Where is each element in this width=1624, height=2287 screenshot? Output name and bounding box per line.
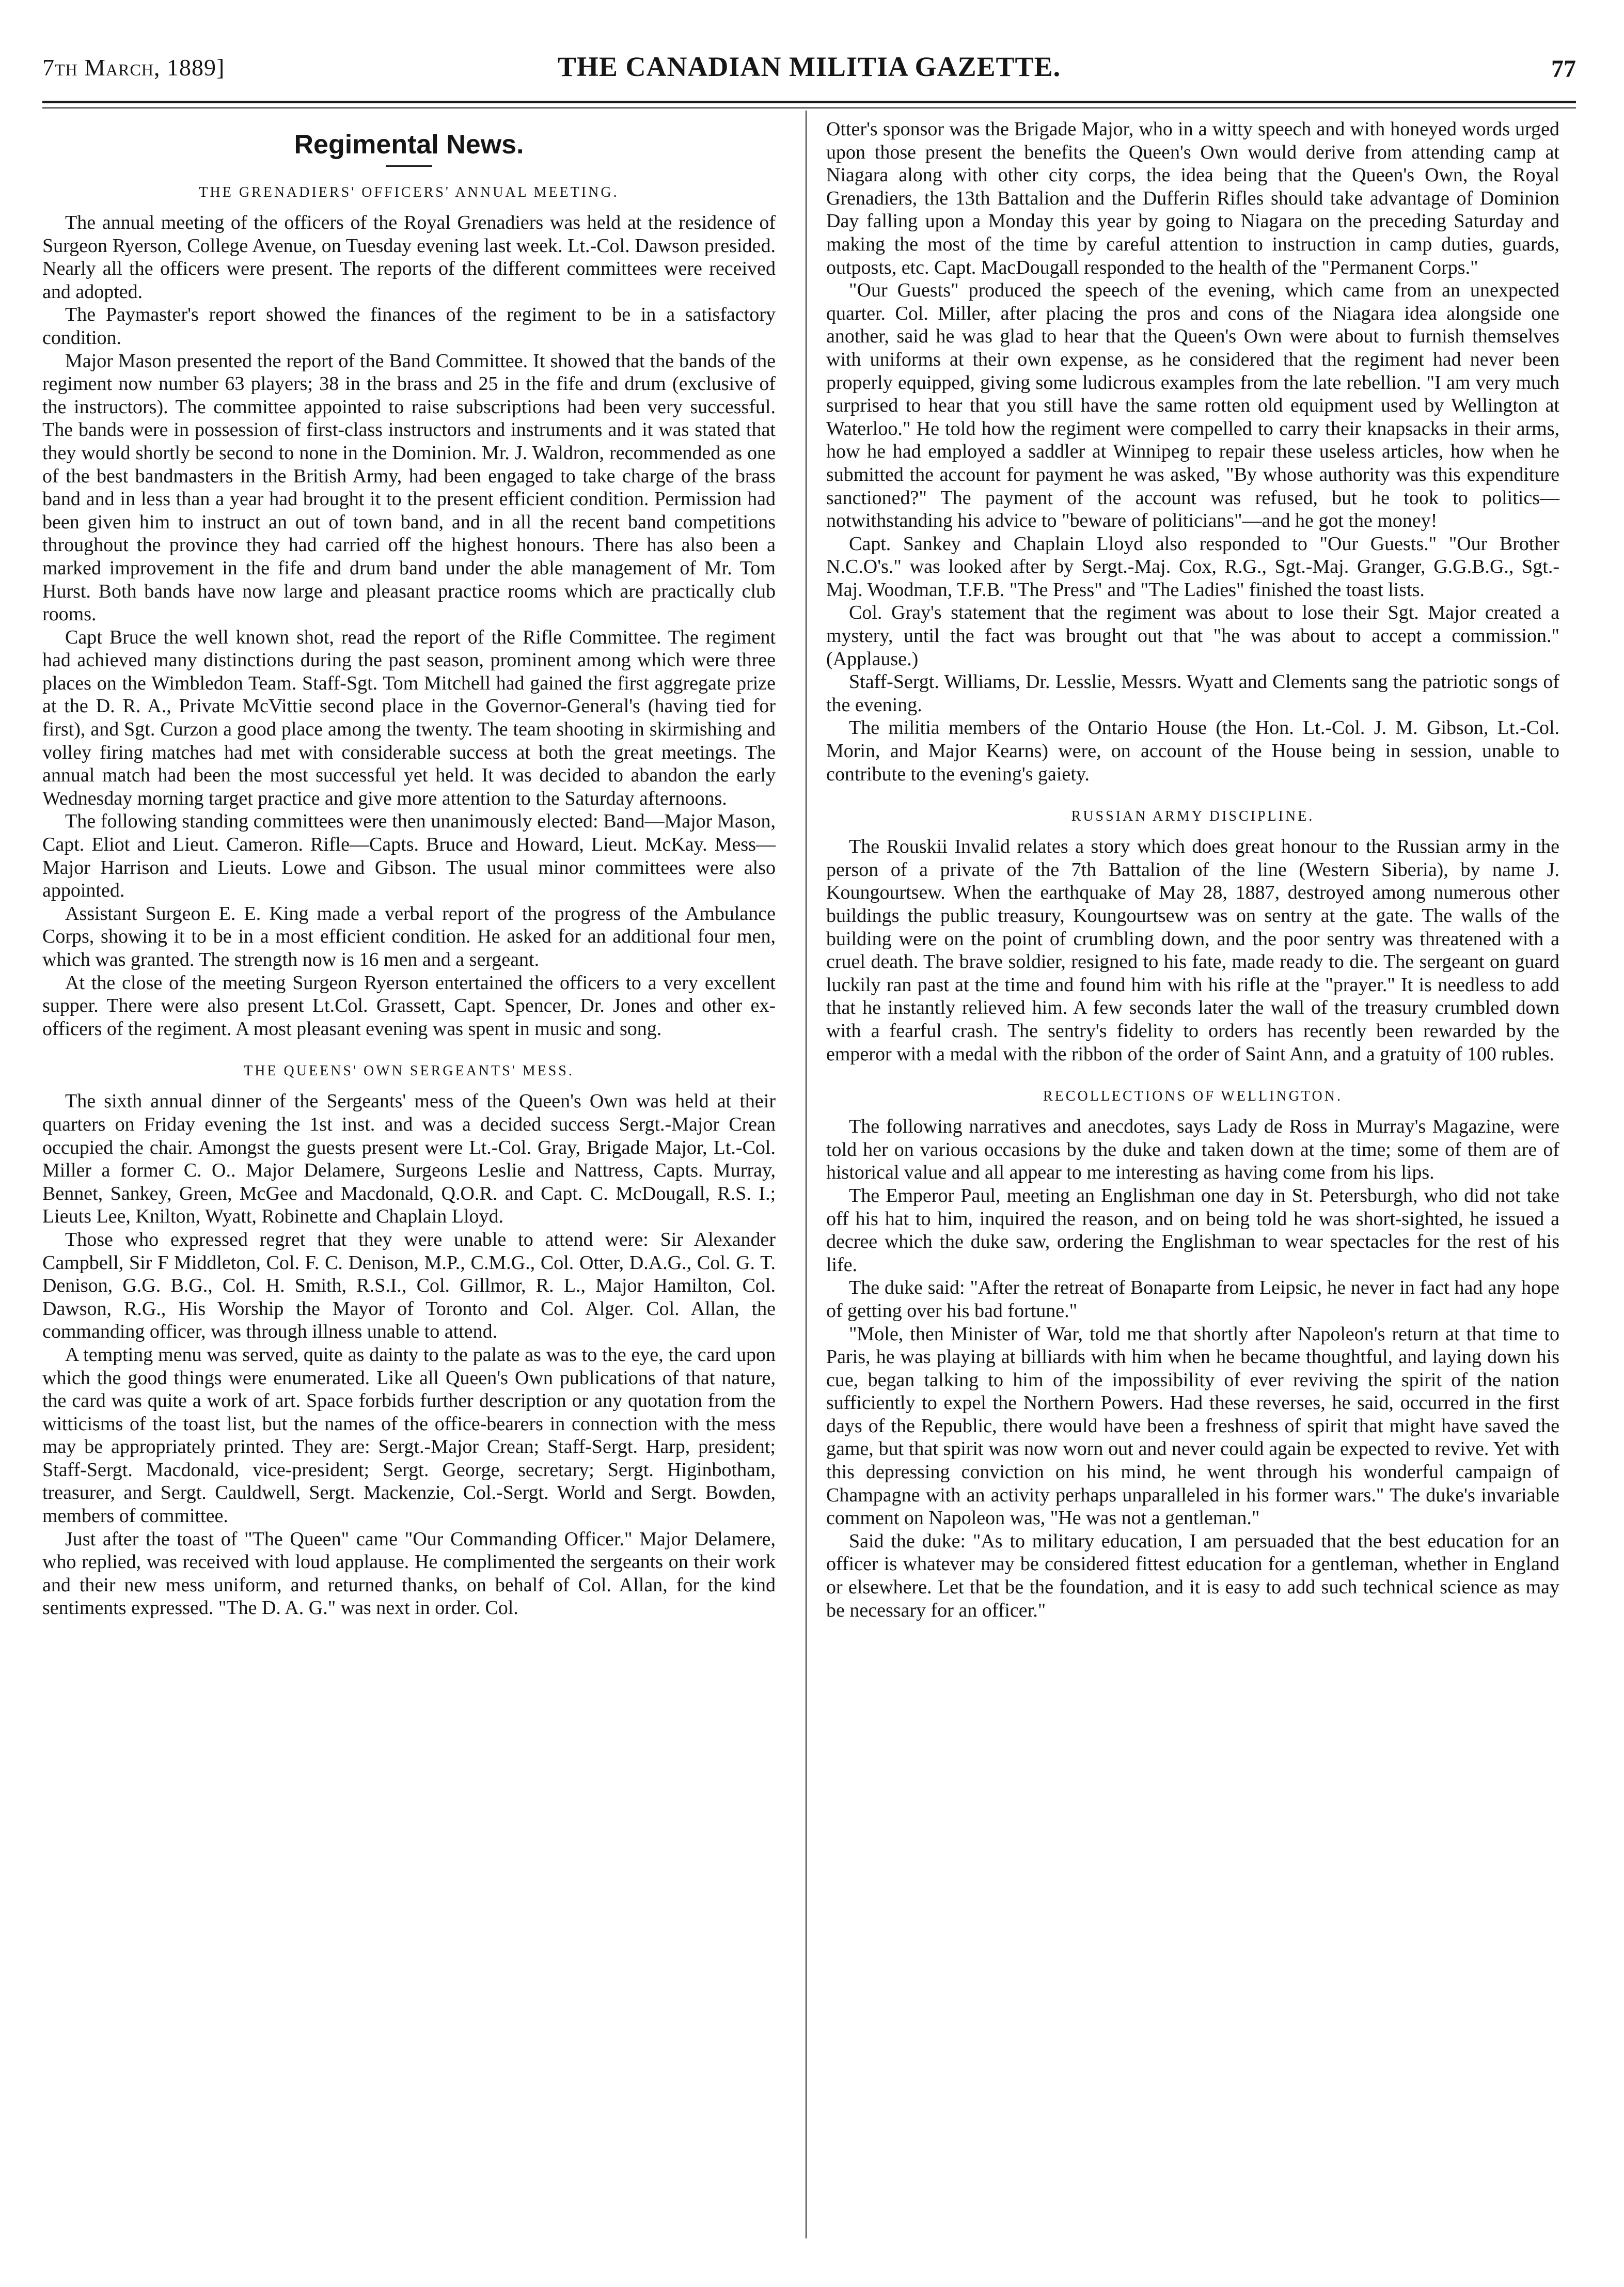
header-rule-thin <box>42 107 1576 108</box>
article-paragraph: The Rouskii Invalid relates a story which does great honour to the Russian army in the person of a private of the 7th Battalion of the line (Western Siberia), by name J. Koungourtsew. When the earthquake of May 28, 1887, destroyed among numerous other buildings the public treasury, Koungourtsew was on sentry at the gate. The walls of the building were on the point of crumbling down, and the poor sentry was threatened with a cruel death. The brave soldier, resigned to his fate, made ready to die. The sergeant on guard luckily ran past at the time and found him with his rifle at the "prayer." It is needless to add that he instantly relieved him. A few seconds later the wall of the treasury crumbled down with a fearful crash. The sentry's fidelity to orders has recently been rewarded by the emperor with a medal with the ribbon of the order of Saint Ann, and a gratuity of 100 rubles. <box>826 836 1559 1065</box>
article-paragraph: The militia members of the Ontario House (the Hon. Lt.-Col. J. M. Gibson, Lt.-Col. Morin, and Major Kearns) were, on account of the House being in session, unable to contribute to the evening's gaiety. <box>826 717 1559 785</box>
article-paragraph: Those who expressed regret that they were unable to attend were: Sir Alexander Campbell, Sir F Middleton, Col. F. C. Denison, M.P., C.M.G., Col. Otter, D.A.G., Col. G. T. Denison, G.G. B.G., Col. H. Smith, R.S.I., Col. Gillmor, R. L., Major Hamilton, Col. Dawson, R.G., His Worship the Mayor of Toronto and Col. Alger. Col. Allan, the commanding officer, was through illness unable to attend. <box>42 1228 776 1343</box>
header-rule <box>42 101 1576 103</box>
article-paragraph: The following narratives and anecdotes, says Lady de Ross in Murray's Magazine, were told her on various occasions by the duke and taken down at the time; some of them are of historical value and all appear to me interesting as having come from his lips. <box>826 1116 1559 1184</box>
article-heading: THE QUEENS' OWN SERGEANTS' MESS. <box>244 1063 574 1079</box>
article-paragraph: Otter's sponsor was the Brigade Major, who in a witty speech and with honeyed words urged upon those present the benefits the Queen's Own would derive from attending camp at Niagara along with other city corps, the idea being that the Queen's Own, the Royal Grenadiers, the 13th Battalion and the Dufferin Rifles should take advantage of Dominion Day falling upon a Monday this year by going to Niagara on the preceding Saturday and making the most of the time by careful attention to instruction in camp duties, guards, outposts, etc. Capt. MacDougall responded to the health of the "Permanent Corps." <box>826 118 1559 278</box>
section-rule <box>386 165 432 167</box>
article-paragraph: Said the duke: "As to military education, I am persuaded that the best education for an officer is whatever may be considered fittest education for a gentleman, whether in England or elsewhere. Let that be the foundation, and it is easy to add such technical science as may be necessary for an officer." <box>826 1530 1559 1621</box>
article-paragraph: Major Mason presented the report of the Band Committee. It showed that the bands of the regiment now number 63 players; 38 in the brass and 25 in the fife and drum (exclusive of the instructors). The committee appointed to raise subscriptions had been very successful. The bands were in possession of first-class instructors and instruments and it was stated that they would shortly be second to none in the Dominion. Mr. J. Waldron, recommended as one of the best bandmasters in the British Army, had been engaged to take charge of the brass band and in less than a year had brought it to the present efficient condition. Permission had been given him to instruct an out of town band, and in all the recent band competitions throughout the province they had carried off the highest honours. There has also been a marked improvement in the fife and drum band under the able management of Mr. Tom Hurst. Both bands have now large and pleasant practice rooms which are practically club rooms. <box>42 350 776 625</box>
page-number: 77 <box>1551 55 1576 83</box>
article-paragraph: A tempting menu was served, quite as dainty to the palate as was to the eye, the card upon which the good things were enumerated. Like all Queen's Own publications of that nature, the card was quite a work of art. Space forbids further description or any quotation from the witticisms of the toast list, but the names of the office-bearers in connection with the mess may be appropriately printed. They are: Sergt.-Major Crean; Staff-Sergt. Harp, president; Staff-Sergt. Macdonald, vice-president; Sergt. George, secretary; Sergt. Higinbotham, treasurer, and Sergt. Cauldwell, Sergt. Mackenzie, Col.-Sergt. World and Sergt. Bowden, members of committee. <box>42 1343 776 1527</box>
publication-title: THE CANADIAN MILITIA GAZETTE. <box>557 51 1061 82</box>
article-paragraph: The Paymaster's report showed the finances of the regiment to be in a satisfactory condition. <box>42 304 776 349</box>
page-header <box>42 51 1576 92</box>
left-column <box>42 118 776 1620</box>
article-paragraph: The Emperor Paul, meeting an Englishman one day in St. Petersburgh, who did not take off his hat to him, inquired the reason, and on being told he was short-sighted, he issued a decree which the duke saw, ordering the Englishman to wear spectacles for the rest of his life. <box>826 1184 1559 1276</box>
article-paragraph: Capt. Sankey and Chaplain Lloyd also responded to "Our Guests." "Our Brother N.C.O's." was looked after by Sergt.-Maj. Cox, R.G., Sgt.-Maj. Granger, G.G.B.G., Sgt.-Maj. Woodman, T.F.B. "The Press" and "The Ladies" finished the toast lists. <box>826 532 1559 601</box>
column-divider <box>806 111 807 2238</box>
article-paragraph: The following standing committees were then unanimously elected: Band—Major Mason, Capt. Eliot and Lieut. Cameron. Rifle—Capts. Bruce and Howard, Lieut. McKay. Mess—Major Harrison and Lieuts. Lowe and Gibson. The usual minor committees were also appointed. <box>42 810 776 902</box>
article-paragraph: At the close of the meeting Surgeon Ryerson entertained the officers to a very excellent supper. There were also present Lt.Col. Grassett, Capt. Spencer, Dr. Jones and other ex-officers of the regiment. A most pleasant evening was spent in music and song. <box>42 972 776 1040</box>
issue-date: 7th March, 1889] <box>42 54 225 81</box>
article-paragraph: Assistant Surgeon E. E. King made a verbal report of the progress of the Ambulance Corps, showing it to be in a most efficient condition. He asked for an additional four men, which was granted. The strength now is 16 men and a sergeant. <box>42 902 776 970</box>
article-paragraph: Col. Gray's statement that the regiment was about to lose their Sgt. Major created a mystery, until the fact was brought out that "he was about to accept a commission." (Applause.) <box>826 602 1559 670</box>
section-title: Regimental News. <box>294 130 524 160</box>
article-paragraph: The duke said: "After the retreat of Bonaparte from Leipsic, he never in fact had any hope of getting over his bad fortune." <box>826 1277 1559 1322</box>
article-heading: RECOLLECTIONS OF WELLINGTON. <box>1043 1088 1343 1105</box>
article-heading: RUSSIAN ARMY DISCIPLINE. <box>1071 808 1315 825</box>
article-paragraph: The sixth annual dinner of the Sergeants' mess of the Queen's Own was held at their quarters on Friday evening the 1st inst. and was a decided success Sergt.-Major Crean occupied the chair. Amongst the guests present were Lt.-Col. Gray, Brigade Major, Lt.-Col. Miller a former C. O.. Major Delamere, Surgeons Leslie and Nattress, Capts. Murray, Bennet, Sankey, Green, McGee and Macdonald, Q.O.R. and Capt. C. McDougall, R.S. I.; Lieuts Lee, Knilton, Wyatt, Robinette and Chaplain Lloyd. <box>42 1090 776 1228</box>
article-paragraph: Just after the toast of "The Queen" came "Our Commanding Officer." Major Delamere, who replied, was received with loud applause. He complimented the sergeants on their work and their new mess uniform, and returned thanks, on behalf of Col. Allan, for the kind sentiments expressed. "The D. A. G." was next in order. Col. <box>42 1528 776 1619</box>
article-paragraph: Capt Bruce the well known shot, read the report of the Rifle Committee. The regiment had achieved many distinctions during the past season, prominent among which were three places on the Wimbledon Team. Staff-Sgt. Tom Mitchell had gained the first aggregate prize at the D. R. A., Private McVittie second place in the Governor-General's (having tied for first), and Sgt. Curzon a good place among the twenty. The team shooting in skirmishing and volley firing matches had met with considerable success at both the great meetings. The annual match had been the most successful yet held. It was decided to abandon the early Wednesday morning target practice and give more attention to the Saturday afternoons. <box>42 626 776 809</box>
article-paragraph: "Our Guests" produced the speech of the evening, which came from an unexpected quarter. Col. Miller, after placing the pros and cons of the Niagara idea alongside one another, said he was glad to hear that the Queen's Own were about to furnish themselves with uniforms at their own expense, as he considered that the regiment had never been properly equipped, giving some ludicrous examples from the late rebellion. "I am very much surprised to hear that you still have the same rotten old equipment used by Wellington at Waterloo." He told how the regiment were compelled to carry their knapsacks in their arms, how he had employed a saddler at Winnipeg to repair these useless articles, how when he submitted the account for payment he was asked, "By whose authority was this expenditure sanctioned?" The payment of the account was refused, but he took to politics—notwithstanding his advice to "beware of politicians"—and he got the money! <box>826 279 1559 532</box>
article-paragraph: Staff-Sergt. Williams, Dr. Lesslie, Messrs. Wyatt and Clements sang the patriotic songs of the evening. <box>826 671 1559 716</box>
right-column <box>826 118 1559 1622</box>
article-paragraph: The annual meeting of the officers of the Royal Grenadiers was held at the residence of Surgeon Ryerson, College Avenue, on Tuesday evening last week. Lt.-Col. Dawson presided. Nearly all the officers were present. The reports of the different committees were received and adopted. <box>42 212 776 303</box>
article-heading: THE GRENADIERS' OFFICERS' ANNUAL MEETING. <box>199 184 619 200</box>
article-paragraph: "Mole, then Minister of War, told me that shortly after Napoleon's return at that time to Paris, he was playing at billiards with him when he became thoughtful, and laying down his cue, began talking to him of the impossibility of ever reviving the spirit of the nation sufficiently to expel the Northern Powers. Had these reverses, he said, occurred in the first days of the Republic, there would have been a freshness of spirit that might have saved the game, but that spirit was now worn out and never could again be expected to revive. Yet with this depressing conviction on his mind, he went through his wonderful campaign of Champagne with an activity perhaps unparalleled in his former wars." The duke's invariable comment on Napoleon was, "He was not a gentleman." <box>826 1323 1559 1529</box>
